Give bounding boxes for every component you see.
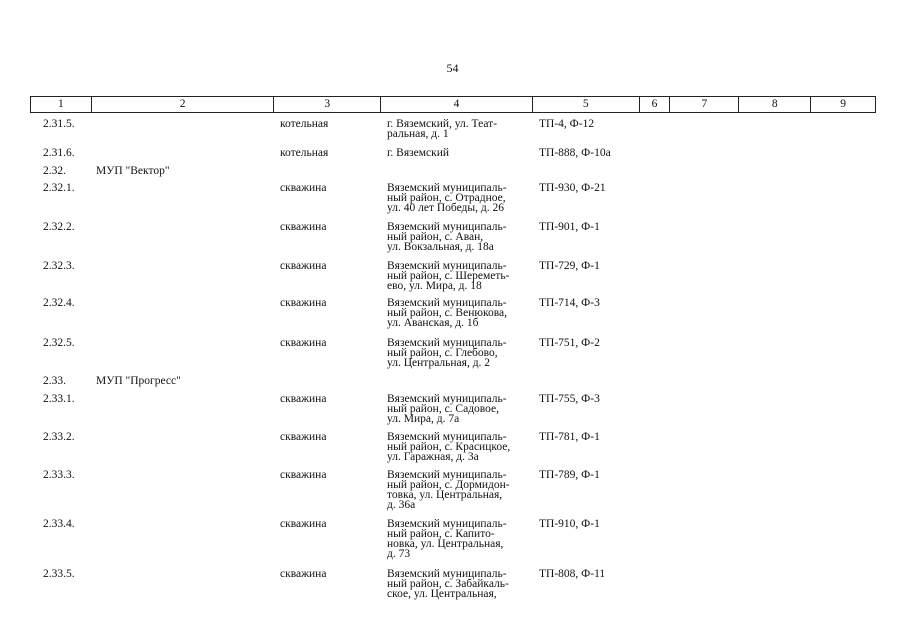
address-line: ул. Аванская, д. 1б (387, 317, 479, 329)
address-line: ный район, с. Красицкое, (387, 441, 511, 453)
address-line: новка, ул. Центральная, (387, 538, 504, 550)
header-col-6: 6 (640, 97, 671, 112)
row-number: 2.32. (43, 165, 66, 177)
header-col-1: 1 (31, 97, 92, 112)
object-type: скважина (280, 431, 327, 443)
row-number: 2.33.4. (43, 518, 75, 530)
address-line: ный район, с. Садовое, (387, 403, 500, 415)
address-line: Вяземский муниципаль- (387, 297, 507, 309)
organization-name: МУП "Вектор" (96, 165, 170, 177)
address (387, 519, 507, 559)
row-number: 2.33. (43, 375, 66, 387)
address-line: Вяземский муниципаль- (387, 393, 507, 405)
address-line: ево, ул. Мира, д. 18 (387, 280, 482, 292)
address (387, 569, 509, 599)
address-line: ный район, с. Дормидон- (387, 479, 510, 491)
address-line: ул. Центральная, д. 2 (387, 357, 491, 369)
address-line: г. Вяземский (387, 147, 450, 159)
row-number: 2.32.3. (43, 260, 75, 272)
row-number: 2.33.1. (43, 393, 75, 405)
address-line: Вяземский муниципаль- (387, 221, 507, 233)
address (387, 394, 507, 424)
power-source: ТП-910, Ф-1 (539, 518, 600, 530)
power-source: ТП-930, Ф-21 (539, 182, 606, 194)
address-line: Вяземский муниципаль- (387, 182, 507, 194)
object-type: скважина (280, 297, 327, 309)
object-type: скважина (280, 337, 327, 349)
address-line: г. Вяземский, ул. Теат- (387, 118, 498, 130)
address-line: Вяземский муниципаль- (387, 469, 507, 481)
header-col-9: 9 (840, 98, 846, 110)
row-number: 2.31.5. (43, 118, 75, 130)
power-source: ТП-751, Ф-2 (539, 337, 600, 349)
power-source: ТП-4, Ф-12 (539, 118, 595, 130)
object-type: скважина (280, 260, 327, 272)
address (387, 338, 507, 368)
address-line: Вяземский муниципаль- (387, 568, 507, 580)
row-number: 2.32.5. (43, 337, 75, 349)
row-number: 2.33.2. (43, 431, 75, 443)
address (387, 298, 507, 328)
address-line: Вяземский муниципаль- (387, 260, 507, 272)
header-col-8: 8 (739, 97, 811, 112)
object-type: котельная (280, 147, 329, 159)
address-line: ный район, с. Венюкова, (387, 307, 507, 319)
address-line: д. 36а (387, 499, 416, 511)
address (387, 261, 509, 291)
address-line: Вяземский муниципаль- (387, 337, 507, 349)
header-col-3: 3 (274, 97, 381, 112)
object-type: скважина (280, 568, 327, 580)
power-source: ТП-808, Ф-11 (539, 568, 606, 580)
row-number: 2.33.5. (43, 568, 75, 580)
address-line: ный район, с. Капито- (387, 528, 495, 540)
row-number: 2.32.2. (43, 221, 75, 233)
address (387, 119, 497, 139)
address-line: ный район, с. Аван, (387, 231, 484, 243)
address (387, 222, 507, 252)
object-type: скважина (280, 518, 327, 530)
page-number: 54 (446, 61, 459, 75)
power-source: ТП-729, Ф-1 (539, 260, 600, 272)
address-line: ское, ул. Центральная, (387, 588, 497, 600)
address-line: д. 73 (387, 548, 411, 560)
organization-name: МУП "Прогресс" (96, 375, 181, 387)
address-line: товка, ул. Центральная, (387, 489, 503, 501)
row-number: 2.32.4. (43, 297, 75, 309)
power-source: ТП-901, Ф-1 (539, 221, 600, 233)
power-source: ТП-755, Ф-3 (539, 393, 600, 405)
address-line: ный район, с. Забайкаль- (387, 578, 509, 590)
object-type: скважина (280, 469, 327, 481)
address-line: ул. 40 лет Победы, д. 26 (387, 202, 504, 214)
table-header (30, 96, 876, 113)
address-line: Вяземский муниципаль- (387, 518, 507, 530)
row-number: 2.33.3. (43, 469, 75, 481)
address-line: ул. Вокзальная, д. 18а (387, 241, 494, 253)
address-line: ральная, д. 1 (387, 128, 449, 140)
address (387, 432, 510, 462)
address-line: Вяземский муниципаль- (387, 431, 507, 443)
object-type: скважина (280, 182, 327, 194)
power-source: ТП-781, Ф-1 (539, 431, 600, 443)
object-type: скважина (280, 393, 327, 405)
row-number: 2.32.1. (43, 182, 75, 194)
object-type: скважина (280, 221, 327, 233)
row-number: 2.31.6. (43, 147, 75, 159)
address-line: ный район, с. Шереметь- (387, 270, 510, 282)
header-col-5: 5 (533, 97, 640, 112)
address-line: ный район, с. Отрадное, (387, 192, 506, 204)
object-type: котельная (280, 118, 329, 130)
address (387, 183, 507, 213)
address-line: ул. Мира, д. 7а (387, 413, 460, 425)
address-line: ул. Гаражная, д. 3а (387, 451, 479, 463)
header-col-7: 7 (670, 97, 739, 112)
address (387, 148, 449, 158)
header-col-4: 4 (381, 97, 533, 112)
address (387, 470, 510, 510)
header-col-2: 2 (92, 97, 275, 112)
address-line: ный район, с. Глебово, (387, 347, 498, 359)
power-source: ТП-789, Ф-1 (539, 469, 600, 481)
power-source: ТП-714, Ф-3 (539, 297, 600, 309)
power-source: ТП-888, Ф-10а (539, 147, 611, 159)
